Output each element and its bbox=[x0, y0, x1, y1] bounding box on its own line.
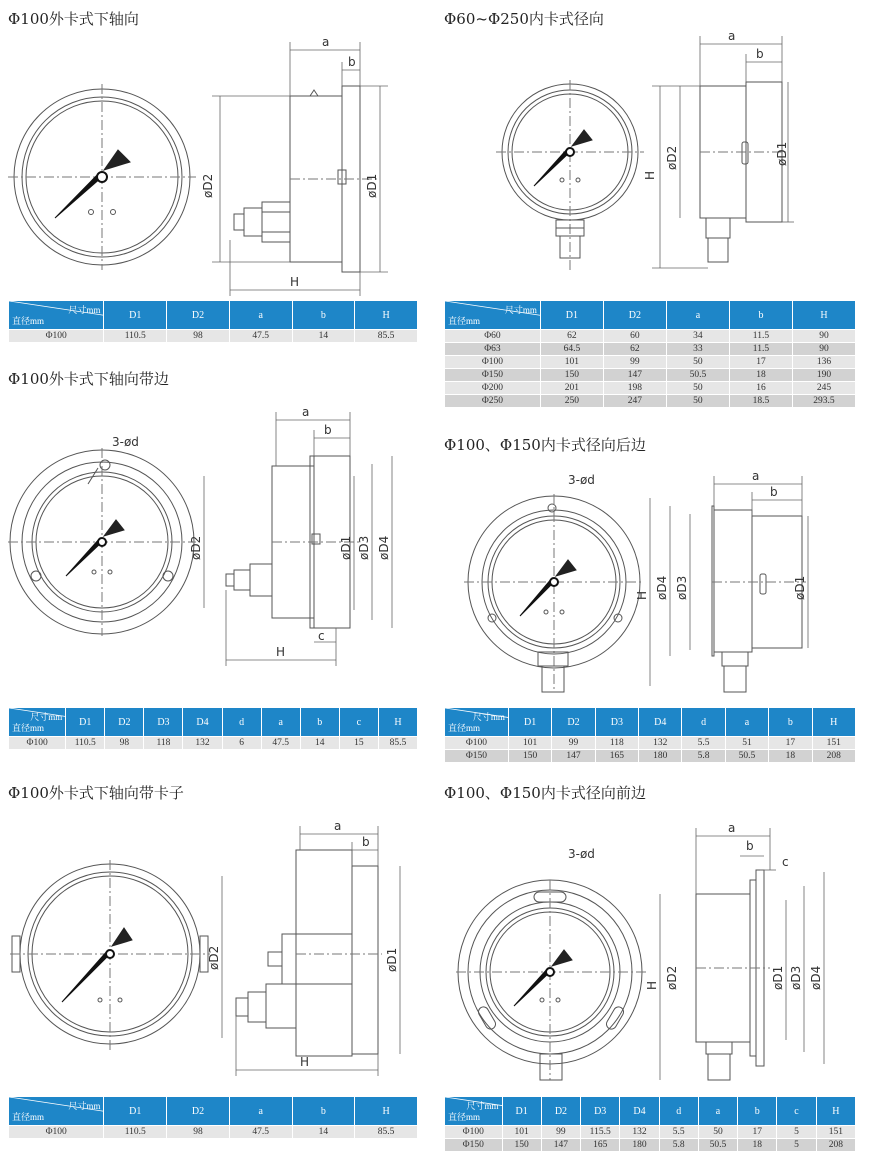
dim-label-b: b bbox=[756, 47, 764, 61]
column-header: b bbox=[738, 1097, 777, 1126]
dimension-lines-1 bbox=[212, 42, 388, 296]
table-cell: 132 bbox=[183, 737, 222, 750]
table-cell: 150 bbox=[508, 750, 551, 763]
table-corner-cell bbox=[9, 301, 104, 330]
corner-bottom-label: 直径mm bbox=[12, 723, 45, 733]
table-cell: 201 bbox=[540, 382, 603, 395]
column-header: H bbox=[355, 301, 418, 330]
gauge-side-view-4 bbox=[712, 506, 806, 692]
row-label-cell: Φ100 bbox=[445, 1126, 503, 1139]
column-header: D4 bbox=[639, 708, 682, 737]
table-cell: 18 bbox=[738, 1139, 777, 1152]
dim-label-h: H bbox=[300, 1055, 310, 1069]
dim-label-h: H bbox=[643, 170, 657, 180]
row-label-cell: Φ100 bbox=[9, 737, 66, 750]
column-header: a bbox=[229, 301, 292, 330]
table-cell: 34 bbox=[666, 330, 729, 343]
dim-label-d2: øD2 bbox=[207, 945, 221, 970]
corner-bottom-label: 直径mm bbox=[12, 1112, 45, 1122]
column-header: a bbox=[261, 708, 300, 737]
column-header: D2 bbox=[552, 708, 595, 737]
table-cell: 147 bbox=[552, 750, 595, 763]
table-cell: 14 bbox=[292, 330, 355, 343]
drawing-inner-clamp-rear-flange bbox=[440, 450, 869, 700]
column-header: a bbox=[666, 301, 729, 330]
gauge-front-view-6 bbox=[456, 880, 646, 1080]
section-title-1: Φ100外卡式下轴向 bbox=[8, 10, 139, 28]
table-cell: 110.5 bbox=[104, 330, 167, 343]
spec-table bbox=[8, 1096, 418, 1139]
dim-label-a: a bbox=[752, 469, 760, 483]
table-cell: 47.5 bbox=[229, 330, 292, 343]
table-cell: 99 bbox=[603, 356, 666, 369]
table-row bbox=[445, 330, 856, 343]
table-cell: 85.5 bbox=[378, 737, 417, 750]
table-cell: 50.5 bbox=[698, 1139, 737, 1152]
row-label-cell: Φ100 bbox=[9, 1126, 104, 1139]
dim-label-d4: øD4 bbox=[377, 535, 391, 560]
table-header-row bbox=[9, 708, 418, 737]
table-cell: 6 bbox=[222, 737, 261, 750]
column-header: a bbox=[725, 708, 768, 737]
column-header: D4 bbox=[183, 708, 222, 737]
column-header: b bbox=[292, 301, 355, 330]
table-cell: 132 bbox=[620, 1126, 659, 1139]
dim-label-d2: øD2 bbox=[189, 535, 203, 560]
table-cell: 245 bbox=[792, 382, 855, 395]
table-header-row bbox=[9, 1097, 418, 1126]
table-cell: 136 bbox=[792, 356, 855, 369]
table-cell: 15 bbox=[339, 737, 378, 750]
table-cell: 151 bbox=[812, 737, 855, 750]
table-cell: 5.8 bbox=[682, 750, 725, 763]
table-cell: 50 bbox=[698, 1126, 737, 1139]
gauge-front-view-1 bbox=[8, 84, 196, 270]
column-header: D2 bbox=[167, 301, 230, 330]
table-cell: 190 bbox=[792, 369, 855, 382]
table-cell: 99 bbox=[541, 1126, 580, 1139]
column-header: H bbox=[355, 1097, 418, 1126]
column-header: D3 bbox=[581, 1097, 620, 1126]
table-cell: 118 bbox=[595, 737, 638, 750]
row-label-cell: Φ250 bbox=[445, 395, 541, 408]
dim-label-b: b bbox=[324, 423, 332, 437]
gauge-front-view-3 bbox=[8, 448, 196, 636]
table-cell: 11.5 bbox=[729, 343, 792, 356]
dim-label-a: a bbox=[302, 405, 310, 419]
column-header: D1 bbox=[502, 1097, 541, 1126]
table-cell: 64.5 bbox=[540, 343, 603, 356]
drawing-outer-clamp-bottom-axial bbox=[0, 0, 440, 300]
corner-top-label: 尺寸mm bbox=[504, 305, 537, 315]
dim-label-a: a bbox=[322, 35, 330, 49]
column-header: c bbox=[339, 708, 378, 737]
table-cell: 17 bbox=[769, 737, 812, 750]
table-cell: 16 bbox=[729, 382, 792, 395]
table-cell: 50 bbox=[666, 356, 729, 369]
table-cell: 50.5 bbox=[725, 750, 768, 763]
table-corner-cell bbox=[445, 708, 509, 737]
spec-table bbox=[444, 707, 856, 763]
column-header: D1 bbox=[508, 708, 551, 737]
dim-label-d4: øD4 bbox=[655, 575, 669, 600]
column-header: D1 bbox=[104, 301, 167, 330]
table-cell: 101 bbox=[508, 737, 551, 750]
table-cell: 50.5 bbox=[666, 369, 729, 382]
table-cell: 47.5 bbox=[261, 737, 300, 750]
table-cell: 33 bbox=[666, 343, 729, 356]
row-label-cell: Φ63 bbox=[445, 343, 541, 356]
table-cell: 17 bbox=[738, 1126, 777, 1139]
dim-label-b: b bbox=[746, 839, 754, 853]
table-cell: 14 bbox=[300, 737, 339, 750]
dim-label-d2: øD2 bbox=[665, 145, 679, 170]
column-header: D2 bbox=[105, 708, 144, 737]
table-row bbox=[9, 737, 418, 750]
row-label-cell: Φ60 bbox=[445, 330, 541, 343]
drawing-inner-clamp-front-flange bbox=[440, 800, 869, 1090]
spec-table bbox=[444, 300, 856, 408]
column-header: H bbox=[816, 1097, 855, 1126]
dim-label-c: c bbox=[782, 855, 789, 869]
column-header: H bbox=[378, 708, 417, 737]
table-row bbox=[9, 330, 418, 343]
column-header: b bbox=[769, 708, 812, 737]
table-cell: 50 bbox=[666, 395, 729, 408]
table-cell: 198 bbox=[603, 382, 666, 395]
table-row bbox=[445, 356, 856, 369]
table-corner-cell bbox=[9, 1097, 104, 1126]
dim-label-d2: øD2 bbox=[665, 965, 679, 990]
dim-label-b: b bbox=[348, 55, 356, 69]
table-cell: 90 bbox=[792, 330, 855, 343]
table-cell: 147 bbox=[541, 1139, 580, 1152]
gauge-front-view-4 bbox=[464, 494, 644, 692]
row-label-cell: Φ150 bbox=[445, 369, 541, 382]
dim-label-d3: øD3 bbox=[675, 575, 689, 600]
column-header: a bbox=[229, 1097, 292, 1126]
table-cell: 18.5 bbox=[729, 395, 792, 408]
table-corner-cell bbox=[445, 1097, 503, 1126]
dim-label-b: b bbox=[770, 485, 778, 499]
table-cell: 14 bbox=[292, 1126, 355, 1139]
table-row bbox=[9, 1126, 418, 1139]
table-cell: 85.5 bbox=[355, 1126, 418, 1139]
table-corner-cell bbox=[445, 301, 541, 330]
section-title-4: Φ100、Φ150内卡式径向后边 bbox=[444, 436, 646, 454]
dim-label-d3: øD3 bbox=[789, 965, 803, 990]
table-corner-cell bbox=[9, 708, 66, 737]
gauge-front-view-2 bbox=[496, 80, 644, 272]
section-title-6: Φ100、Φ150内卡式径向前边 bbox=[444, 784, 646, 802]
row-label-cell: Φ150 bbox=[445, 750, 509, 763]
dim-label-holes: 3-ød bbox=[112, 435, 139, 449]
table-cell: 90 bbox=[792, 343, 855, 356]
table-row bbox=[445, 395, 856, 408]
spec-table bbox=[8, 707, 418, 750]
dim-label-d1: øD1 bbox=[365, 173, 379, 198]
table-cell: 98 bbox=[105, 737, 144, 750]
column-header: H bbox=[812, 708, 855, 737]
dim-label-d3: øD3 bbox=[357, 535, 371, 560]
table-cell: 115.5 bbox=[581, 1126, 620, 1139]
column-header: c bbox=[777, 1097, 816, 1126]
table-cell: 293.5 bbox=[792, 395, 855, 408]
corner-top-label: 尺寸mm bbox=[30, 712, 63, 722]
table-cell: 18 bbox=[769, 750, 812, 763]
column-header: D3 bbox=[595, 708, 638, 737]
corner-top-label: 尺寸mm bbox=[68, 1101, 101, 1111]
column-header: D4 bbox=[620, 1097, 659, 1126]
row-label-cell: Φ100 bbox=[445, 737, 509, 750]
corner-top-label: 尺寸mm bbox=[466, 1101, 499, 1111]
table-header-row bbox=[9, 301, 418, 330]
dim-label-d1: øD1 bbox=[771, 965, 785, 990]
row-label-cell: Φ200 bbox=[445, 382, 541, 395]
table-row bbox=[445, 750, 856, 763]
dim-label-d1: øD1 bbox=[339, 535, 353, 560]
dim-label-d4: øD4 bbox=[809, 965, 823, 990]
table-header-row bbox=[445, 708, 856, 737]
dim-label-d2: øD2 bbox=[201, 173, 215, 198]
column-header: D2 bbox=[603, 301, 666, 330]
dim-label-holes: 3-ød bbox=[568, 473, 595, 487]
table-row bbox=[445, 382, 856, 395]
dim-label-d1: øD1 bbox=[775, 141, 789, 166]
dim-label-h: H bbox=[290, 275, 300, 289]
dim-label-a: a bbox=[334, 819, 342, 833]
section-title-5: Φ100外卡式下轴向带卡子 bbox=[8, 784, 184, 802]
table-header-row bbox=[445, 1097, 856, 1126]
table-cell: 250 bbox=[540, 395, 603, 408]
table-cell: 5.8 bbox=[659, 1139, 698, 1152]
section-title-2: Φ60~Φ250内卡式径向 bbox=[444, 10, 604, 28]
table-row bbox=[445, 737, 856, 750]
table-cell: 5.5 bbox=[659, 1126, 698, 1139]
corner-top-label: 尺寸mm bbox=[472, 712, 505, 722]
table-cell: 180 bbox=[639, 750, 682, 763]
gauge-side-view-6 bbox=[696, 870, 770, 1080]
gauge-side-view-5 bbox=[236, 850, 382, 1056]
column-header: b bbox=[729, 301, 792, 330]
table-cell: 101 bbox=[502, 1126, 541, 1139]
table-row bbox=[445, 1139, 856, 1152]
table-cell: 110.5 bbox=[66, 737, 105, 750]
column-header: b bbox=[292, 1097, 355, 1126]
table-cell: 5 bbox=[777, 1126, 816, 1139]
column-header: D3 bbox=[144, 708, 183, 737]
corner-bottom-label: 直径mm bbox=[12, 316, 45, 326]
table-cell: 208 bbox=[816, 1139, 855, 1152]
table-cell: 98 bbox=[167, 330, 230, 343]
table-cell: 101 bbox=[540, 356, 603, 369]
table-cell: 151 bbox=[816, 1126, 855, 1139]
table-header-row bbox=[445, 301, 856, 330]
drawing-outer-clamp-flange bbox=[0, 380, 440, 700]
table-cell: 60 bbox=[603, 330, 666, 343]
dim-label-h: H bbox=[635, 590, 649, 600]
table-cell: 150 bbox=[502, 1139, 541, 1152]
row-label-cell: Φ100 bbox=[445, 356, 541, 369]
table-cell: 50 bbox=[666, 382, 729, 395]
table-row bbox=[445, 1126, 856, 1139]
column-header: D1 bbox=[66, 708, 105, 737]
table-cell: 208 bbox=[812, 750, 855, 763]
dim-label-a: a bbox=[728, 29, 736, 43]
table-cell: 150 bbox=[540, 369, 603, 382]
dim-label-b: b bbox=[362, 835, 370, 849]
table-cell: 5.5 bbox=[682, 737, 725, 750]
gauge-side-view-1 bbox=[234, 86, 380, 272]
table-cell: 180 bbox=[620, 1139, 659, 1152]
column-header: D2 bbox=[167, 1097, 230, 1126]
gauge-front-view-5 bbox=[10, 860, 210, 1050]
column-header: d bbox=[682, 708, 725, 737]
column-header: d bbox=[659, 1097, 698, 1126]
table-cell: 247 bbox=[603, 395, 666, 408]
dim-label-d1: øD1 bbox=[385, 947, 399, 972]
dim-label-h: H bbox=[276, 645, 286, 659]
table-cell: 85.5 bbox=[355, 330, 418, 343]
drawing-outer-clamp-bracket bbox=[0, 800, 440, 1090]
table-cell: 62 bbox=[603, 343, 666, 356]
column-header: a bbox=[698, 1097, 737, 1126]
table-cell: 165 bbox=[581, 1139, 620, 1152]
table-cell: 17 bbox=[729, 356, 792, 369]
row-label-cell: Φ100 bbox=[9, 330, 104, 343]
dim-label-h: H bbox=[645, 980, 659, 990]
dim-label-a: a bbox=[728, 821, 736, 835]
gauge-needle bbox=[55, 172, 102, 218]
column-header: D2 bbox=[541, 1097, 580, 1126]
table-cell: 5 bbox=[777, 1139, 816, 1152]
column-header: b bbox=[300, 708, 339, 737]
spec-table bbox=[444, 1096, 856, 1152]
column-header: D1 bbox=[540, 301, 603, 330]
table-cell: 165 bbox=[595, 750, 638, 763]
column-header: d bbox=[222, 708, 261, 737]
column-header: D1 bbox=[104, 1097, 167, 1126]
gauge-side-view-2 bbox=[700, 82, 786, 262]
corner-bottom-label: 直径mm bbox=[448, 1112, 481, 1122]
dim-label-holes: 3-ød bbox=[568, 847, 595, 861]
section-title-3: Φ100外卡式下轴向带边 bbox=[8, 370, 169, 388]
dim-label-d1: øD1 bbox=[793, 575, 807, 600]
drawing-inner-clamp-radial bbox=[440, 0, 869, 300]
table-cell: 11.5 bbox=[729, 330, 792, 343]
corner-bottom-label: 直径mm bbox=[448, 723, 481, 733]
table-row bbox=[445, 369, 856, 382]
table-cell: 98 bbox=[167, 1126, 230, 1139]
table-cell: 132 bbox=[639, 737, 682, 750]
column-header: H bbox=[792, 301, 855, 330]
corner-top-label: 尺寸mm bbox=[68, 305, 101, 315]
table-cell: 18 bbox=[729, 369, 792, 382]
table-cell: 47.5 bbox=[229, 1126, 292, 1139]
corner-bottom-label: 直径mm bbox=[448, 316, 481, 326]
table-cell: 118 bbox=[144, 737, 183, 750]
table-cell: 51 bbox=[725, 737, 768, 750]
table-cell: 110.5 bbox=[104, 1126, 167, 1139]
table-cell: 62 bbox=[540, 330, 603, 343]
dim-label-c: c bbox=[318, 629, 325, 643]
row-label-cell: Φ150 bbox=[445, 1139, 503, 1152]
table-cell: 147 bbox=[603, 369, 666, 382]
table-cell: 99 bbox=[552, 737, 595, 750]
table-row bbox=[445, 343, 856, 356]
spec-table bbox=[8, 300, 418, 343]
